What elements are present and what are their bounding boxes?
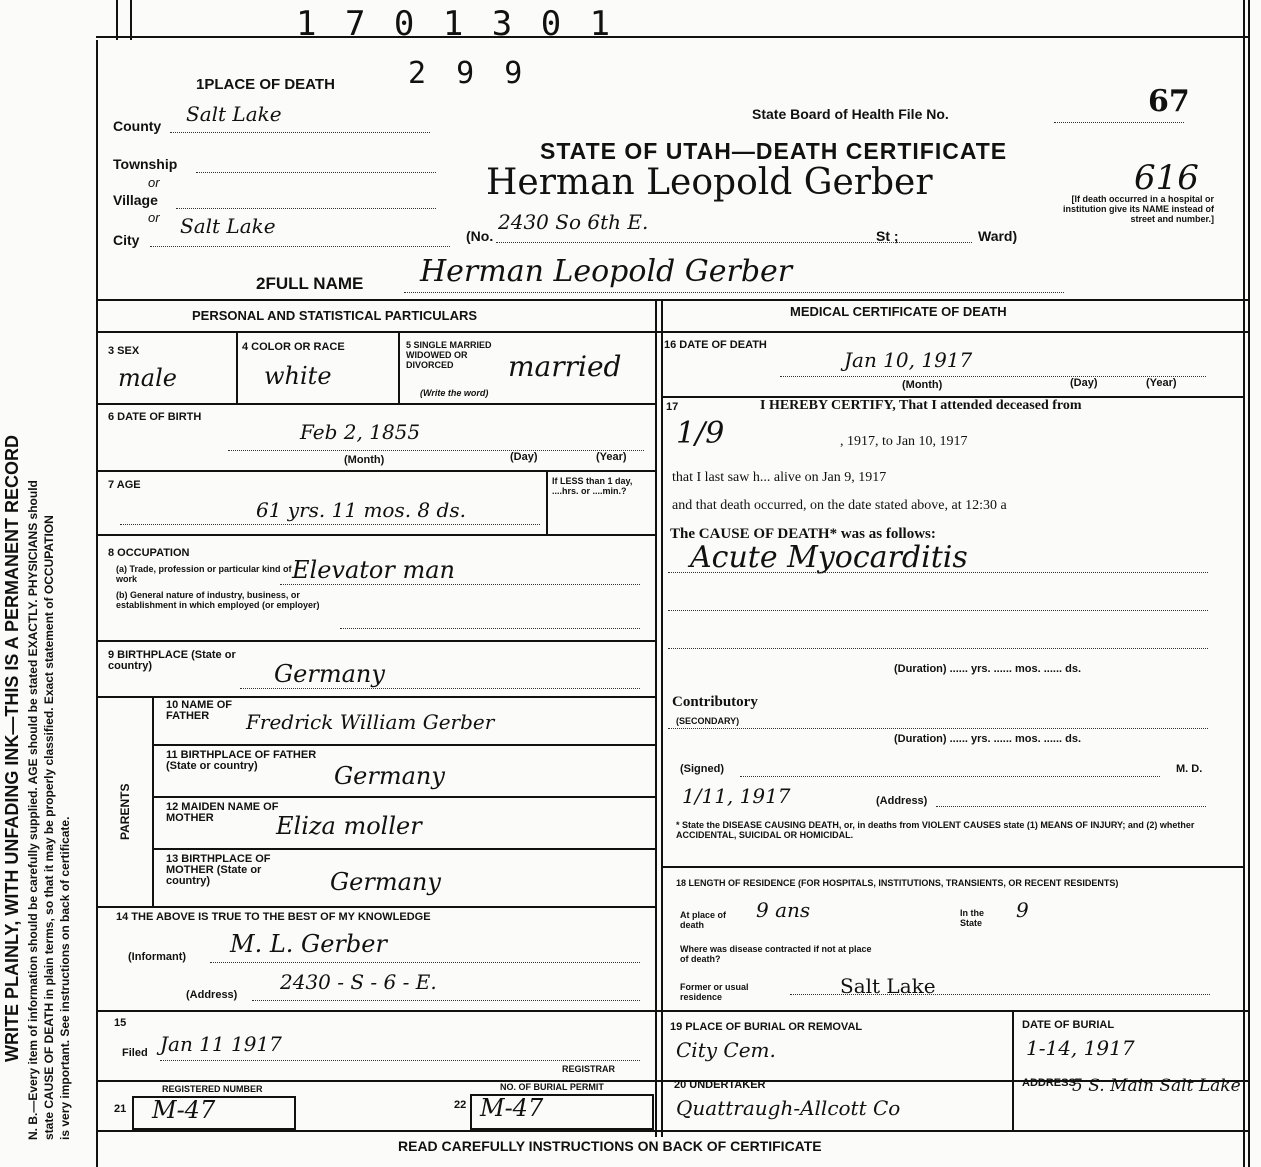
informant-value: M. L. Gerber	[230, 930, 387, 958]
burial-place-label: 19 PLACE OF BURIAL OR REMOVAL	[670, 1021, 863, 1033]
secondary-label: (SECONDARY)	[676, 716, 740, 726]
doctor-address-label: (Address)	[876, 795, 928, 807]
duration-2: (Duration) ...... yrs. ...... mos. ...... ds.	[894, 733, 1082, 745]
signed-label: (Signed)	[680, 763, 724, 775]
undertaker-label: 20 UNDERTAKER	[674, 1079, 766, 1091]
in-state-value: 9	[1016, 898, 1029, 922]
medical-heading: MEDICAL CERTIFICATE OF DEATH	[790, 304, 1007, 319]
margin-note-line1: N. B.—Every item of information should be carefully supplied. AGE should be stated EXACTLY. PHYSICIANS should	[26, 480, 40, 1140]
marital-note: (Write the word)	[420, 388, 489, 398]
former-residence-value: Salt Lake	[840, 974, 936, 998]
file-number-value: 67	[1148, 84, 1190, 119]
burial-place-value: City Cem.	[676, 1038, 776, 1062]
top-border	[96, 36, 1248, 38]
undertaker-value: Quattraugh-Allcott Co	[676, 1096, 901, 1120]
city-value: Salt Lake	[180, 214, 276, 238]
sex-label: 3 SEX	[108, 345, 140, 357]
informant-label: (Informant)	[128, 951, 187, 963]
death-month-label: (Month)	[902, 379, 943, 391]
margin-note-line2: state CAUSE OF DEATH in plain terms, so that it may be properly classified. Exact statement of OCCUPATION	[42, 515, 56, 1140]
registrar-label: REGISTRAR	[562, 1064, 616, 1074]
burial-date-label: DATE OF BURIAL	[1022, 1019, 1115, 1031]
occupation-label: 8 OCCUPATION	[108, 547, 190, 559]
father-name-value: Fredrick William Gerber	[246, 710, 495, 734]
heading-divider	[96, 331, 1248, 333]
mother-birthplace-label: 13 BIRTHPLACE OF MOTHER (State or country)	[166, 853, 271, 887]
stamp-number: 2 9 9	[408, 56, 529, 91]
mother-name-label: 12 MAIDEN NAME OF MOTHER	[166, 801, 279, 824]
certify-text: I HEREBY CERTIFY, That I attended deceased from	[760, 398, 1082, 413]
parents-label: PARENTS	[118, 783, 132, 840]
reg-number-value: M-47	[152, 1096, 216, 1124]
attended-from: 1/9	[676, 416, 725, 451]
race-value: white	[264, 362, 332, 390]
signed-date: 1/11, 1917	[682, 784, 791, 808]
occupation-b-label: (b) General nature of industry, business, or establishment in which employed (or employer)	[116, 590, 320, 610]
dob-value: Feb 2, 1855	[300, 420, 421, 444]
occupation-value: Elevator man	[292, 556, 455, 584]
contracted-label: Where was disease contracted if not at place of death?	[680, 944, 872, 964]
film-number: 1 7 0 1 3 0 1	[296, 4, 615, 44]
mother-name-value: Eliza moller	[276, 812, 422, 840]
or-label: or	[148, 210, 160, 225]
occupation-a-label: (a) Trade, profession or particular kind of work	[116, 564, 292, 584]
county-label: County	[113, 118, 162, 134]
header-divider	[96, 299, 1248, 301]
certificate-title: STATE OF UTAH—DEATH CERTIFICATE	[540, 138, 1008, 164]
margin-number: 616	[1134, 158, 1199, 198]
township-label: Township	[113, 156, 178, 172]
death-year-label: (Year)	[1146, 377, 1177, 389]
death-date-value: Jan 10, 1917	[844, 348, 973, 372]
race-label: 4 COLOR OR RACE	[242, 341, 345, 353]
full-name-label: 2FULL NAME	[256, 274, 364, 293]
age-label: 7 AGE	[108, 479, 141, 491]
sex-value: male	[118, 364, 177, 392]
county-value: Salt Lake	[186, 102, 282, 126]
informant-address-value: 2430 - S - 6 - E.	[280, 970, 437, 994]
footer-instructions: READ CAREFULLY INSTRUCTIONS ON BACK OF CERTIFICATE	[398, 1138, 822, 1154]
filed-value: Jan 11 1917	[160, 1032, 282, 1056]
death-day-label: (Day)	[1070, 377, 1098, 389]
typed-name: Herman Leopold Gerber	[486, 162, 933, 203]
place-of-death-label: 1PLACE OF DEATH	[196, 76, 335, 93]
margin-big-text: WRITE PLAINLY, WITH UNFADING INK—THIS IS A PERMANENT RECORD	[2, 434, 22, 1062]
dob-year-label: (Year)	[596, 451, 627, 463]
dob-day-label: (Day)	[510, 451, 538, 463]
dob-month-label: (Month)	[344, 454, 385, 466]
filed-label: Filed	[122, 1047, 148, 1059]
last-saw: that I last saw h... alive on Jan 9, 1917	[672, 470, 887, 485]
street-label: St ;	[876, 228, 899, 244]
burial-permit-value: M-47	[480, 1094, 544, 1122]
father-birthplace-value: Germany	[334, 762, 445, 790]
reg-number-label: REGISTERED NUMBER	[162, 1084, 263, 1094]
age-less-than: If LESS than 1 day, ....hrs. or ....min.?	[552, 476, 633, 496]
father-birthplace-label: 11 BIRTHPLACE OF FATHER (State or country)	[166, 749, 317, 772]
right-border	[1248, 0, 1250, 1167]
duration-1: (Duration) ...... yrs. ...... mos. ...... ds.	[894, 663, 1082, 675]
mother-birthplace-value: Germany	[330, 868, 441, 896]
top-tick	[130, 0, 132, 40]
left-border	[96, 40, 98, 1167]
right-border-inner	[1243, 0, 1245, 1167]
at-place-label: At place of death	[680, 910, 727, 930]
former-residence-label: Former or usual residence	[680, 982, 749, 1002]
margin-note-line3: is very important. See instructions on back of certificate.	[58, 816, 72, 1140]
reg-number-prefix: 21	[114, 1103, 127, 1115]
burial-permit-label: NO. OF BURIAL PERMIT	[500, 1082, 604, 1092]
street-no-label: (No.	[466, 228, 494, 244]
cause-label: The CAUSE OF DEATH* was as follows:	[670, 526, 936, 542]
cause-footnote: * State the DISEASE CAUSING DEATH, or, in deaths from VIOLENT CAUSES state (1) MEANS OF INJURY; and (2) whether ACCIDENTAL, SUICIDAL OR HOMICIDAL.	[676, 820, 1195, 840]
certify-number: 17	[666, 401, 679, 413]
ward-label: Ward)	[978, 228, 1018, 244]
contributory-label: Contributory	[672, 694, 758, 710]
birthplace-label: 9 BIRTHPLACE (State or country)	[108, 649, 236, 672]
top-tick	[116, 0, 118, 40]
file-number-label: State Board of Health File No.	[752, 106, 949, 122]
father-name-label: 10 NAME OF FATHER	[166, 699, 233, 722]
or-label: or	[148, 175, 160, 190]
street-no-value: 2430 So 6th E.	[498, 210, 649, 234]
undertaker-address-value: 5 S. Main Salt Lake	[1072, 1076, 1241, 1096]
city-label: City	[113, 232, 140, 248]
personal-heading: PERSONAL AND STATISTICAL PARTICULARS	[192, 308, 478, 323]
filed-number: 15	[114, 1017, 127, 1029]
undertaker-address-label: ADDRESS	[1022, 1077, 1076, 1089]
hospital-note: [If death occurred in a hospital or institution give its NAME instead of street and number.]	[1062, 194, 1214, 224]
attended-to: , 1917, to Jan 10, 1917	[840, 434, 968, 449]
village-label: Village	[113, 192, 158, 208]
dob-label: 6 DATE OF BIRTH	[108, 411, 202, 423]
age-value: 61 yrs. 11 mos. 8 ds.	[256, 498, 466, 522]
residence-label: 18 LENGTH OF RESIDENCE (FOR HOSPITALS, INSTITUTIONS, TRANSIENTS, OR RECENT RESIDENTS)	[676, 878, 1119, 888]
burial-permit-prefix: 22	[454, 1099, 467, 1111]
full-name-value: Herman Leopold Gerber	[420, 254, 793, 289]
marital-options: 5 SINGLE MARRIED WIDOWED OR DIVORCED	[406, 340, 492, 370]
burial-date-value: 1-14, 1917	[1026, 1036, 1135, 1060]
md-label: M. D.	[1176, 763, 1203, 775]
at-place-value: 9 ans	[756, 898, 811, 922]
in-state-label: In the State	[960, 908, 984, 928]
cause-value: Acute Myocarditis	[690, 540, 968, 575]
death-occurred: and that death occurred, on the date stated above, at 12:30 a	[672, 498, 1007, 513]
marital-value: married	[508, 350, 622, 383]
birthplace-value: Germany	[274, 660, 385, 688]
death-date-label: 16 DATE OF DEATH	[664, 339, 767, 351]
knowledge-label: 14 THE ABOVE IS TRUE TO THE BEST OF MY KNOWLEDGE	[116, 911, 431, 923]
informant-address-label: (Address)	[186, 989, 238, 1001]
